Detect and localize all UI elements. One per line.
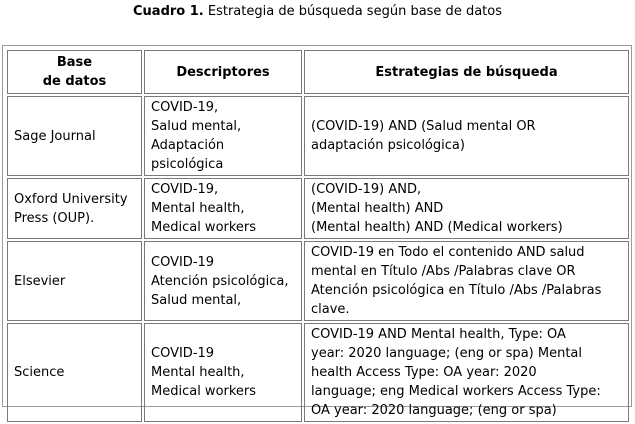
table-row [7, 323, 629, 422]
cell-estrategias-line: year: 2020 language; (eng or spa) Mental [311, 346, 582, 361]
cell-descriptores-line: Mental health, [151, 201, 245, 216]
cell-descriptores-line: COVID-19, [151, 100, 219, 115]
cell-estrategias [304, 323, 629, 422]
cell-descriptores-line: psicológica [151, 157, 224, 172]
header-descriptores: Descriptores [144, 50, 302, 94]
cell-descriptores-line: Adaptación [151, 138, 225, 153]
cell-descriptores-line: Medical workers [151, 220, 257, 235]
cell-base-line: Sage Journal [14, 128, 96, 144]
cell-estrategias-line: (COVID-19) AND, [311, 182, 422, 197]
header-row [7, 50, 629, 94]
header-estrategias: Estrategias de búsqueda [304, 50, 629, 94]
cell-estrategias-line: OA year: 2020 language; (eng or spa) [311, 403, 557, 418]
cell-estrategias [304, 96, 629, 176]
caption-text: Estrategia de búsqueda según base de datos [203, 4, 502, 19]
table-row [7, 96, 629, 176]
cell-base-line: Science [14, 365, 65, 380]
cell-estrategias-line: adaptación psicológica) [311, 138, 465, 153]
cell-estrategias-line: mental en Título /Abs /Palabras clave OR [311, 264, 576, 279]
cell-descriptores-line: Atención psicológica, [151, 273, 289, 289]
cell-descriptores [144, 178, 302, 239]
cell-estrategias-line: clave. [311, 302, 350, 317]
header-base-line: Base [56, 55, 93, 70]
search-strategy-table-frame [2, 45, 632, 418]
cell-base [7, 241, 142, 321]
cell-estrategias-line: (Mental health) AND [311, 201, 444, 216]
cell-estrategias-line: Atención psicológica en Título /Abs /Palabras [311, 283, 602, 298]
header-base [7, 50, 142, 94]
cell-base-line: Elsevier [14, 273, 66, 289]
cell-estrategias [304, 178, 629, 239]
cell-descriptores-line: COVID-19 [151, 254, 215, 270]
cell-descriptores-line: COVID-19 [151, 346, 215, 361]
cell-base-line: Press (OUP). [14, 210, 95, 226]
cell-base-line: Oxford University [14, 191, 128, 207]
cell-estrategias-line: (COVID-19) AND (Salud mental OR [311, 119, 536, 134]
cell-descriptores-line: Salud mental, [151, 292, 242, 308]
cell-descriptores-line: Mental health, [151, 365, 245, 380]
header-base-line: de datos [42, 74, 107, 89]
cell-estrategias-line: (Mental health) AND (Medical workers) [311, 220, 563, 235]
cell-base [7, 323, 142, 422]
cell-base [7, 96, 142, 176]
cell-descriptores [144, 241, 302, 321]
cell-estrategias-line: COVID-19 en Todo el contenido AND salud [311, 245, 585, 260]
table-caption [0, 3, 635, 21]
table-row [7, 178, 629, 239]
cell-estrategias-line: COVID-19 AND Mental health, Type: OA [311, 327, 566, 342]
cell-estrategias-line: health Access Type: OA year: 2020 [311, 365, 537, 380]
cell-descriptores [144, 96, 302, 176]
cell-estrategias-line: language; eng Medical workers Access Type: [311, 384, 601, 399]
cell-descriptores-line: COVID-19, [151, 182, 219, 197]
table-row [7, 241, 629, 321]
cell-estrategias [304, 241, 629, 321]
caption-label: Cuadro 1. [133, 4, 204, 19]
cell-descriptores [144, 323, 302, 422]
search-strategy-table [5, 48, 631, 424]
table-body [7, 96, 629, 422]
cell-descriptores-line: Medical workers [151, 384, 257, 399]
cell-descriptores-line: Salud mental, [151, 119, 242, 134]
cell-base [7, 178, 142, 239]
